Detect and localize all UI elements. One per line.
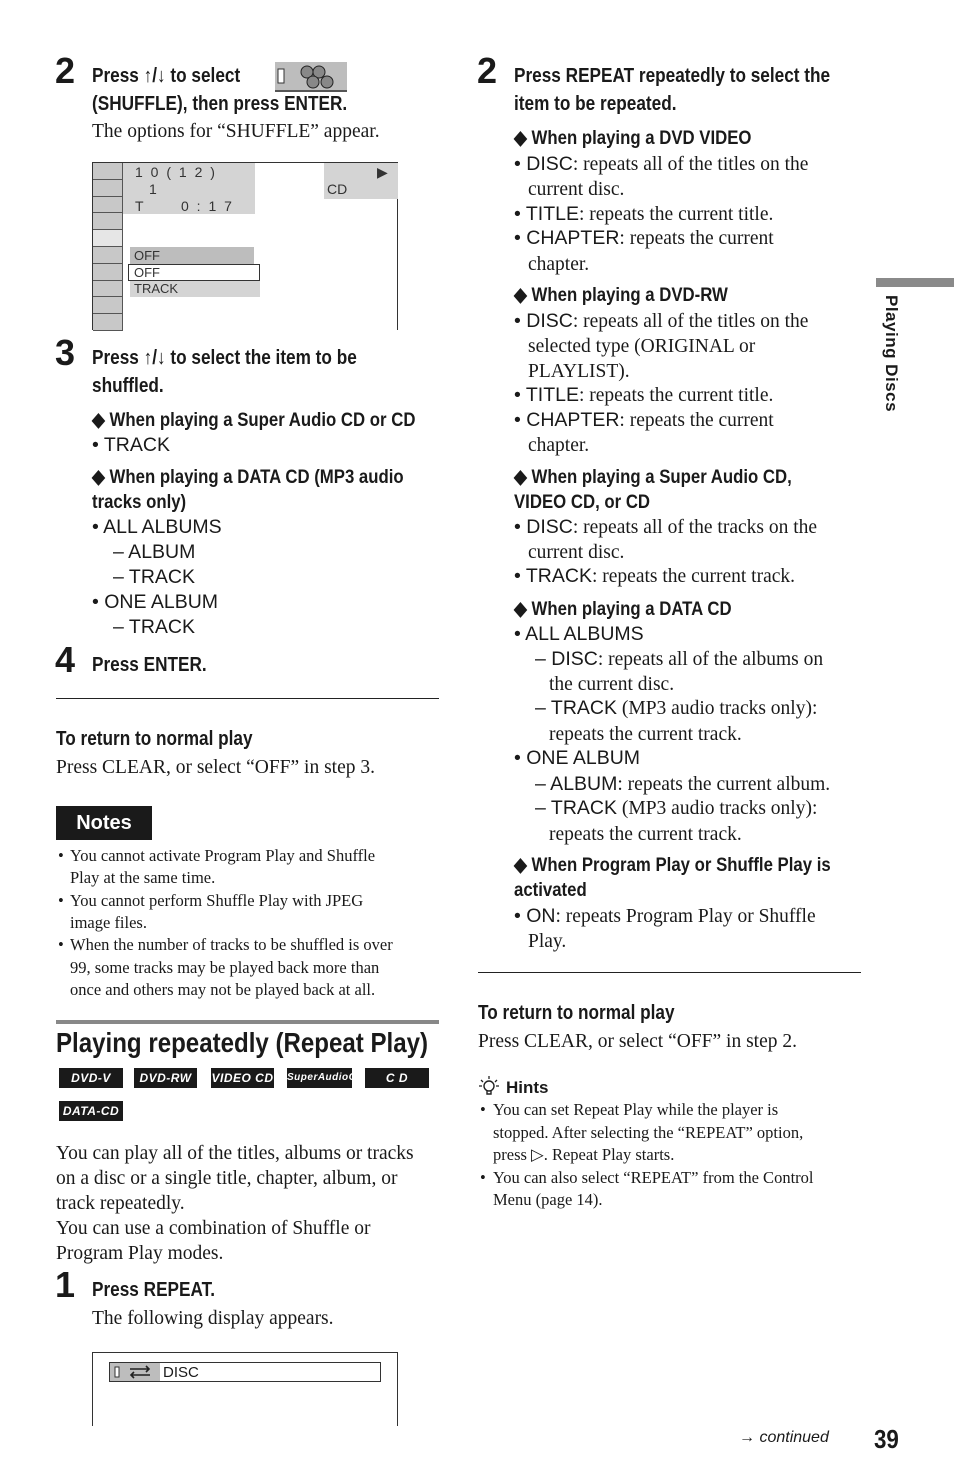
continued-label: → continued [739, 1429, 829, 1446]
list-item: • DISC: repeats all of the titles on the [514, 153, 809, 175]
display-option-off[interactable]: OFF [128, 264, 260, 281]
list-item: • TRACK [92, 434, 170, 456]
list-item-cont: repeats the current track. [549, 824, 742, 845]
shuffle-display [92, 162, 398, 330]
list-item-cont: chapter. [528, 435, 590, 456]
intro-text: track repeatedly. [56, 1193, 185, 1214]
hint-text: Menu (page 14). [493, 1190, 603, 1209]
dvd-rw-badge: DVD-RW [134, 1068, 197, 1088]
list-item: • TRACK: repeats the current track. [514, 565, 796, 587]
subheading: ◆ When playing a DVD-RW [514, 284, 728, 306]
list-item: – TRACK (MP3 audio tracks only): [535, 697, 818, 719]
list-item-cont: PLAYLIST). [528, 361, 630, 382]
note-text: once and others may not be played back at all. [70, 980, 376, 999]
section-rule [56, 1020, 439, 1024]
step-heading: Press REPEAT. [92, 1279, 216, 1301]
hint-bullet: • [480, 1168, 486, 1187]
subheading: ◆ When playing a DVD VIDEO [514, 127, 752, 149]
step-description: The options for “SHUFFLE” appear. [92, 121, 380, 142]
hint-text: You can also select “REPEAT” from the Control [493, 1168, 814, 1187]
side-tab-bar [876, 278, 954, 287]
list-item: • ALL ALBUMS [514, 623, 644, 645]
list-item: • DISC: repeats all of the tracks on the [514, 516, 818, 538]
side-tab [878, 295, 902, 415]
list-item: – TRACK [113, 566, 195, 588]
list-item-cont: selected type (ORIGINAL or [528, 336, 756, 357]
subheading-cont: VIDEO CD, or CD [514, 491, 651, 513]
display-title-count: 1 0 ( 1 2 ) [135, 164, 217, 180]
note-text: You cannot perform Shuffle Play with JPEG [70, 891, 364, 910]
subheading: ◆ When playing a Super Audio CD, [514, 466, 792, 488]
divider [56, 698, 439, 699]
subheading-cont: tracks only) [92, 491, 187, 513]
list-item: • CHAPTER: repeats the current [514, 227, 774, 249]
repeat-icon [110, 1363, 160, 1381]
lightbulb-icon [478, 1074, 500, 1098]
note-bullet: • [58, 935, 64, 954]
note-text: 99, some tracks may be played back more than [70, 958, 380, 977]
step-heading: Press REPEAT repeatedly to select the [514, 65, 831, 87]
subheading: ◆ When playing a Super Audio CD or CD [92, 409, 416, 431]
return-heading: To return to normal play [56, 728, 253, 750]
list-item-cont: current disc. [528, 179, 625, 200]
list-item: • ONE ALBUM [514, 747, 641, 769]
hint-bullet: • [480, 1100, 486, 1119]
subheading: ◆ When playing a DATA CD [514, 598, 732, 620]
side-tab-label: Playing Discs [882, 295, 901, 413]
list-item: – ALBUM: repeats the current album. [535, 773, 831, 795]
display-time: 0 : 1 7 [181, 198, 234, 214]
super-audio-cd-badge: SuperAudioCD [287, 1068, 352, 1088]
list-item: • DISC: repeats all of the titles on the [514, 310, 809, 332]
note-text: You cannot activate Program Play and Shuffle [70, 846, 376, 865]
list-item-cont: repeats the current track. [549, 724, 742, 745]
display-disc-type: CD [327, 181, 348, 197]
display-time-label: T [135, 198, 144, 214]
list-item-cont: chapter. [528, 254, 590, 275]
list-item: – ALBUM [113, 541, 196, 563]
hint-text: You can set Repeat Play while the player is [493, 1100, 779, 1119]
list-item: • ALL ALBUMS [92, 516, 222, 538]
page-number: 39 [874, 1424, 899, 1454]
note-text: Play at the same time. [70, 868, 216, 887]
step-number: 2 [55, 50, 75, 91]
note-bullet: • [58, 846, 64, 865]
step-heading-cont: shuffled. [92, 375, 164, 397]
step-number: 1 [55, 1264, 75, 1305]
play-icon: ▶ [377, 164, 388, 180]
display-option-track[interactable]: TRACK [130, 281, 260, 297]
repeat-option-disc[interactable]: DISC [163, 1364, 199, 1381]
list-item-cont: current disc. [528, 542, 625, 563]
list-item: – TRACK [113, 616, 195, 638]
intro-text: on a disc or a single title, chapter, album, or [56, 1168, 398, 1189]
cd-badge: C D [365, 1068, 429, 1088]
divider [478, 972, 861, 973]
step-heading: Press ↑/↓ to select the item to be [92, 347, 357, 369]
intro-text: You can use a combination of Shuffle or [56, 1218, 371, 1239]
step-description: The following display appears. [92, 1308, 334, 1329]
hint-text: stopped. After selecting the “REPEAT” option, [493, 1123, 804, 1142]
step-heading-cont: (SHUFFLE), then press ENTER. [92, 93, 348, 115]
hint-text: press ▷. Repeat Play starts. [493, 1145, 675, 1164]
list-item: – TRACK (MP3 audio tracks only): [535, 797, 818, 819]
step-heading: Press ↑/↓ to select [92, 65, 241, 87]
return-text: Press CLEAR, or select “OFF” in step 3. [56, 757, 376, 778]
return-heading: To return to normal play [478, 1002, 675, 1024]
subheading: ◆ When playing a DATA CD (MP3 audio [92, 466, 404, 488]
list-item-cont: Play. [528, 931, 567, 952]
step-number: 3 [55, 332, 75, 373]
list-item: – DISC: repeats all of the albums on [535, 648, 824, 670]
repeat-display [92, 1352, 398, 1426]
subheading: ◆ When Program Play or Shuffle Play is [514, 854, 831, 876]
step-heading: Press ENTER. [92, 654, 207, 676]
data-cd-badge: DATA-CD [59, 1101, 123, 1121]
video-cd-badge: VIDEO CD [211, 1068, 274, 1088]
return-text: Press CLEAR, or select “OFF” in step 2. [478, 1031, 798, 1052]
intro-text: You can play all of the titles, albums or tracks [56, 1143, 414, 1164]
list-item: • TITLE: repeats the current title. [514, 384, 774, 406]
subheading-cont: activated [514, 879, 587, 901]
step-number: 2 [477, 50, 497, 91]
step-heading-cont: item to be repeated. [514, 93, 677, 115]
display-chapter: 1 [149, 181, 157, 197]
note-bullet: • [58, 891, 64, 910]
note-text: image files. [70, 913, 147, 932]
list-item: • TITLE: repeats the current title. [514, 203, 774, 225]
list-item-cont: the current disc. [549, 674, 675, 695]
section-title: Playing repeatedly (Repeat Play) [56, 1027, 429, 1058]
shuffle-icon [275, 62, 347, 92]
notes-label: Notes [56, 806, 152, 840]
display-shuffle-current: OFF [130, 247, 254, 264]
list-item: • CHAPTER: repeats the current [514, 409, 774, 431]
dvd-v-badge: DVD-V [59, 1068, 123, 1088]
list-item: • ON: repeats Program Play or Shuffle [514, 905, 816, 927]
step-number: 4 [55, 639, 75, 680]
note-text: When the number of tracks to be shuffled is over [70, 935, 393, 954]
list-item: • ONE ALBUM [92, 591, 219, 613]
display-side-column [93, 163, 123, 331]
hints-label: Hints [506, 1078, 549, 1097]
intro-text: Program Play modes. [56, 1243, 224, 1264]
